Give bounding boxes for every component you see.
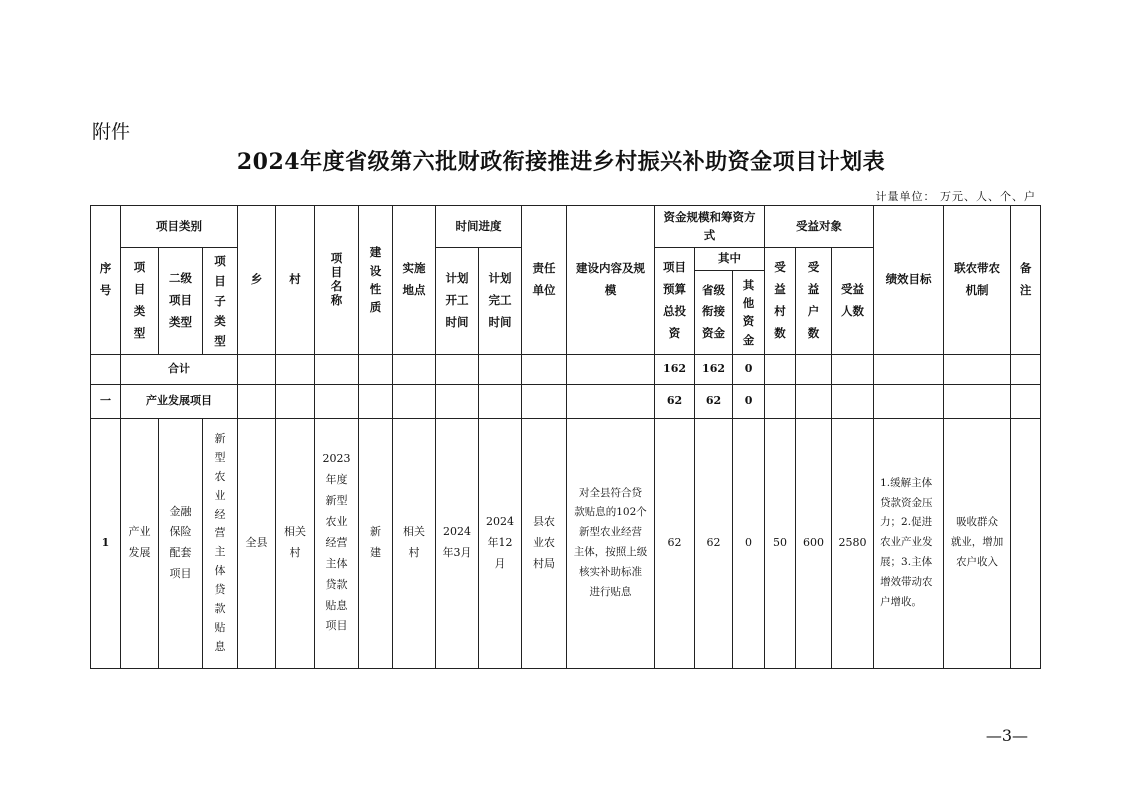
project-ben-people: 2580 (832, 418, 874, 668)
header-funding-group: 资金规模和筹资方 式 (655, 206, 765, 248)
header-content: 建设内容及规 模 (567, 206, 655, 355)
header-beneficiary-group: 受益对象 (765, 206, 874, 248)
project-provincial: 62 (695, 418, 733, 668)
project-ben-villages: 50 (765, 418, 796, 668)
total-label: 合计 (121, 354, 238, 384)
project-ben-households: 600 (796, 418, 832, 668)
project-finish: 2024 年12 月 (479, 418, 522, 668)
project-start: 2024 年3月 (436, 418, 479, 668)
page-number: —3— (985, 726, 1028, 745)
project-remark (1011, 418, 1041, 668)
document-title: 2024年度省级第六批财政衔接推进乡村振兴补助资金项目计划表 (236, 149, 886, 175)
project-type: 产业 发展 (121, 418, 159, 668)
section-other: 0 (733, 384, 765, 418)
header-ben-people: 受益 人数 (832, 248, 874, 355)
section-row (91, 384, 1041, 418)
header-township: 乡 (238, 206, 276, 355)
header-responsible: 责任 单位 (522, 206, 567, 355)
project-location: 相关 村 (393, 418, 436, 668)
header-subtype: 项 目 子 类 型 (203, 248, 238, 355)
header-village: 村 (276, 206, 315, 355)
measurement-unit: 计量单位： 万元、人、个、户 (875, 190, 1036, 203)
header-project-name: 项 目 名 称 (315, 206, 359, 355)
header-finish: 计划 完工 时间 (479, 248, 522, 355)
project-nature: 新 建 (359, 418, 393, 668)
total-provincial: 162 (695, 354, 733, 384)
header-mechanism: 联农带农 机制 (944, 206, 1011, 355)
project-goals: 1.缓解主体 贷款资金压 力；2.促进 农业产业发 展；3.主体 增效带动农 户增收。 (874, 418, 944, 668)
total-amount: 162 (655, 354, 695, 384)
header-start: 计划 开工 时间 (436, 248, 479, 355)
section-total: 62 (655, 384, 695, 418)
total-row (91, 354, 1041, 384)
header-subtype2: 二级 项目 类型 (159, 248, 203, 355)
header-type: 项 目 类 型 (121, 248, 159, 355)
header-of-which: 其中 (695, 248, 765, 271)
section-seq: 一 (91, 384, 121, 418)
project-name: 2023 年度 新型 农业 经营 主体 贷款 贴息 项目 (315, 418, 359, 668)
header-nature: 建 设 性 质 (359, 206, 393, 355)
project-mechanism: 吸收群众 就业，增加 农户收入 (944, 418, 1011, 668)
header-seq: 序 号 (91, 206, 121, 355)
header-ben-households: 受 益 户 数 (796, 248, 832, 355)
header-remark: 备 注 (1011, 206, 1041, 355)
attachment-label: 附件 (92, 121, 131, 143)
section-label: 产业发展项目 (121, 384, 238, 418)
header-other: 其 他 资 金 (733, 270, 765, 354)
project-other: 0 (733, 418, 765, 668)
header-total: 项目 预算 总投 资 (655, 248, 695, 355)
project-plan-table (90, 205, 1041, 669)
header-category-group: 项目类别 (121, 206, 238, 248)
header-goals: 绩效目标 (874, 206, 944, 355)
project-responsible: 县农 业农 村局 (522, 418, 567, 668)
project-row (91, 418, 1041, 668)
project-subtype2: 金融 保险 配套 项目 (159, 418, 203, 668)
project-village: 相关 村 (276, 418, 315, 668)
header-ben-villages: 受 益 村 数 (765, 248, 796, 355)
project-seq: 1 (91, 418, 121, 668)
header-schedule-group: 时间进度 (436, 206, 522, 248)
project-township: 全县 (238, 418, 276, 668)
project-total: 62 (655, 418, 695, 668)
project-subtype: 新 型 农 业 经 营 主 体 贷 款 贴 息 (203, 418, 238, 668)
project-content: 对全县符合贷 款贴息的102个 新型农业经营 主体，按照上级 核实补助标准 进行贴息 (567, 418, 655, 668)
total-other: 0 (733, 354, 765, 384)
header-provincial: 省级 衔接 资金 (695, 270, 733, 354)
section-provincial: 62 (695, 384, 733, 418)
header-location: 实施 地点 (393, 206, 436, 355)
